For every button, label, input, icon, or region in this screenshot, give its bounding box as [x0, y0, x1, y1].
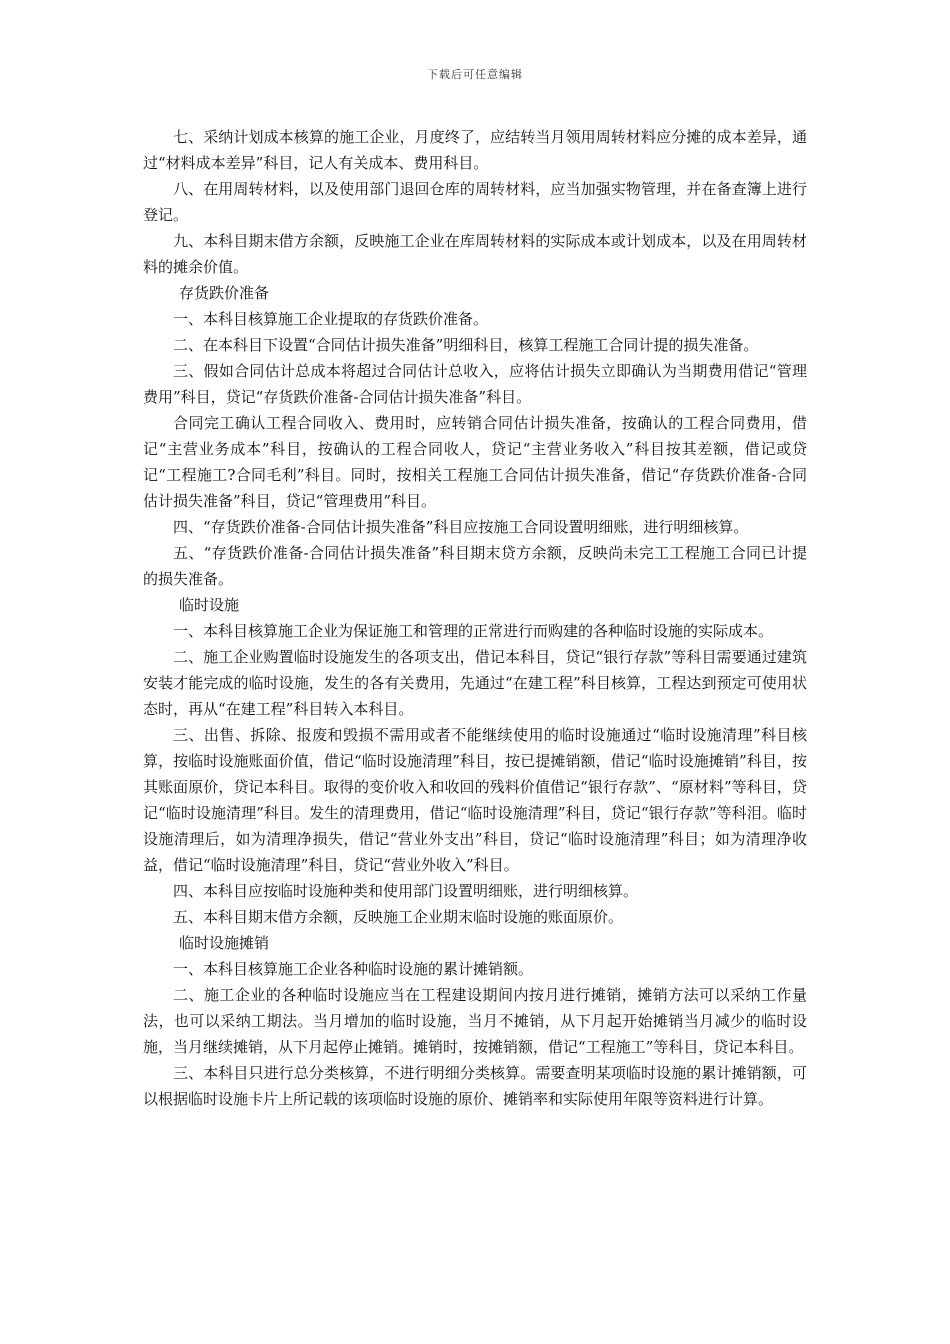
paragraph: 合同完工确认工程合同收入、费用时，应转销合同估计损失准备，按确认的工程合同费用，借记“主营业务成本”科目，按确认的工程合同收人，贷记“主营业务收入”科目按其差额，借记或贷记“工程施工?合同毛利”科目。同时，按相关工程施工合同估计损失准备，借记“存货跌价准备-合同估计损失准备”科目，贷记“管理费用”科目。: [143, 414, 807, 510]
section-heading: 临时设施: [179, 596, 240, 614]
paragraph: 三、本科目只进行总分类核算，不进行明细分类核算。需要查明某项临时设施的累计摊销额，可以根据临时设施卡片上所记载的该项临时设施的原价、摊销率和实际使用年限等资料进行计算。: [143, 1064, 807, 1108]
paragraph: 四、本科目应按临时设施种类和使用部门设置明细账，进行明细核算。: [173, 882, 639, 900]
paragraph: 四、“存货跌价准备-合同估计损失准备”科目应按施工合同设置明细账，进行明细核算。: [173, 518, 749, 536]
paragraph: 五、“存货跌价准备-合同估计损失准备”科目期末贷方余额，反映尚未完工工程施工合同已计提的损失准备。: [143, 544, 807, 588]
paragraph: 八、在用周转材料，以及使用部门退回仓库的周转材料，应当加强实物管理，并在备查簿上进行登记。: [143, 180, 807, 224]
document-body: [143, 124, 807, 1112]
paragraph: 七、采纳计划成本核算的施工企业，月度终了，应结转当月领用周转材料应分摊的成本差异，通过“材料成本差异”科目，记人有关成本、费用科目。: [143, 128, 807, 172]
paragraph: 三、出售、拆除、报废和毁损不需用或者不能继续使用的临时设施通过“临时设施清理”科目核算，按临时设施账面价值，借记“临时设施清理”科目，按已提摊销额，借记“临时设施摊销”科目，按其账面原价，贷记本科目。取得的变价收入和收回的残料价值借记“银行存款”、“原材料”等科目，贷记“临时设施清理”科目。发生的清理费用，借记“临时设施清理”科目，贷记“银行存款”等科泪。临时设施清理后，如为清理净损失，借记“营业外支出”科目，贷记“临时设施清理”科目；如为清理净收益，借记“临时设施清理”科目，贷记“营业外收入”科目。: [143, 726, 807, 874]
paragraph: 三、假如合同估计总成本将超过合同估计总收入，应将估计损失立即确认为当期费用借记“管理费用”科目，贷记“存货跌价准备-合同估计损失准备”科目。: [143, 362, 807, 406]
section-heading: 存货跌价准备: [179, 284, 270, 302]
paragraph: 九、本科目期末借方余额，反映施工企业在库周转材料的实际成本或计划成本，以及在用周转材料的摊余价值。: [143, 232, 807, 276]
paragraph: 二、施工企业的各种临时设施应当在工程建设期间内按月进行摊销，摊销方法可以采纳工作量法，也可以采纳工期法。当月增加的临时设施，当月不摊销，从下月起开始摊销当月减少的临时设施，当月继续摊销，从下月起停止摊销。摊销时，按摊销额，借记“工程施工”等科目，贷记本科目。: [143, 986, 807, 1056]
paragraph: 二、施工企业购置临时设施发生的各项支出，借记本科目，贷记“银行存款”等科目需要通过建筑安装才能完成的临时设施，发生的各有关费用，先通过“在建工程”科目核算，工程达到预定可使用状态时，再从“在建工程”科目转入本科目。: [143, 648, 807, 718]
paragraph: 五、本科目期末借方余额，反映施工企业期末临时设施的账面原价。: [173, 908, 624, 926]
section-heading: 临时设施摊销: [179, 934, 270, 952]
paragraph: 一、本科目核算施工企业提取的存货跌价准备。: [173, 310, 489, 328]
paragraph: 一、本科目核算施工企业为保证施工和管理的正常进行而购建的各种临时设施的实际成本。: [173, 622, 774, 640]
paragraph: 一、本科目核算施工企业各种临时设施的累计摊销额。: [173, 960, 534, 978]
paragraph: 二、在本科目下设置“合同估计损失准备”明细科目，核算工程施工合同计提的损失准备。: [173, 336, 759, 354]
page-header: 下载后可任意编辑: [427, 68, 523, 81]
